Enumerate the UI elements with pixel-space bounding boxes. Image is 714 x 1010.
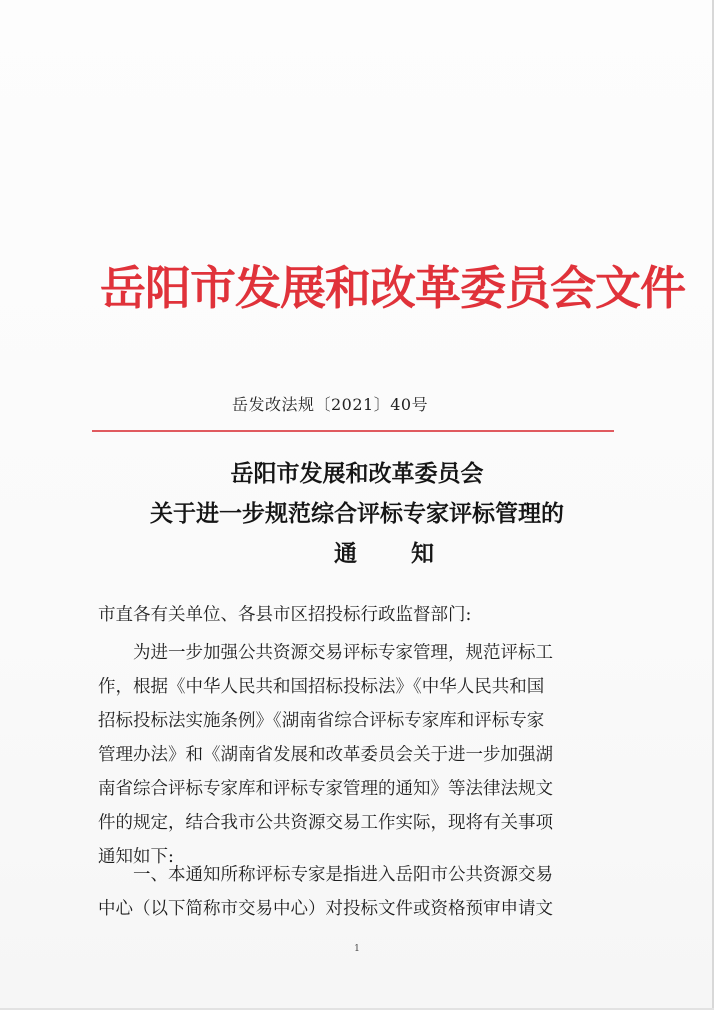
paragraph-line: 南省综合评标专家库和评标专家管理的通知》等法律法规文: [98, 779, 553, 799]
notice-title-line-1: 岳阳市发展和改革委员会: [230, 461, 484, 487]
paragraph-line: 中心（以下简称市交易中心）对投标文件或资格预审申请文: [98, 899, 553, 919]
paragraph-intro: [98, 636, 618, 874]
document-number: 岳发改法规〔2021〕40号: [232, 395, 429, 414]
paragraph-line: 为进一步加强公共资源交易评标专家管理，规范评标工: [98, 643, 553, 663]
addressee-line: 市直各有关单位、各县市区招投标行政监督部门:: [98, 605, 472, 625]
notice-title-line-3: 通知: [334, 541, 488, 567]
page-number: 1: [354, 944, 360, 954]
red-divider-line: [92, 430, 614, 432]
notice-title-line-2: 关于进一步规范综合评标专家评标管理的: [150, 501, 564, 527]
paragraph-line: 招标投标法实施条例》《湖南省综合评标专家库和评标专家: [98, 711, 545, 731]
paragraph-section-one: [98, 858, 618, 926]
paragraph-line: 管理办法》和《湖南省发展和改革委员会关于进一步加强湖: [98, 745, 553, 765]
paragraph-line: 通知如下:: [98, 847, 174, 867]
paragraph-line: 件的规定，结合我市公共资源交易工作实际，现将有关事项: [98, 813, 553, 833]
agency-header-title: 岳阳市发展和改革委员会文件: [100, 261, 685, 315]
paragraph-line: 一、本通知所称评标专家是指进入岳阳市公共资源交易: [98, 865, 553, 885]
paragraph-line: 作，根据《中华人民共和国招标投标法》《中华人民共和国: [98, 677, 545, 697]
